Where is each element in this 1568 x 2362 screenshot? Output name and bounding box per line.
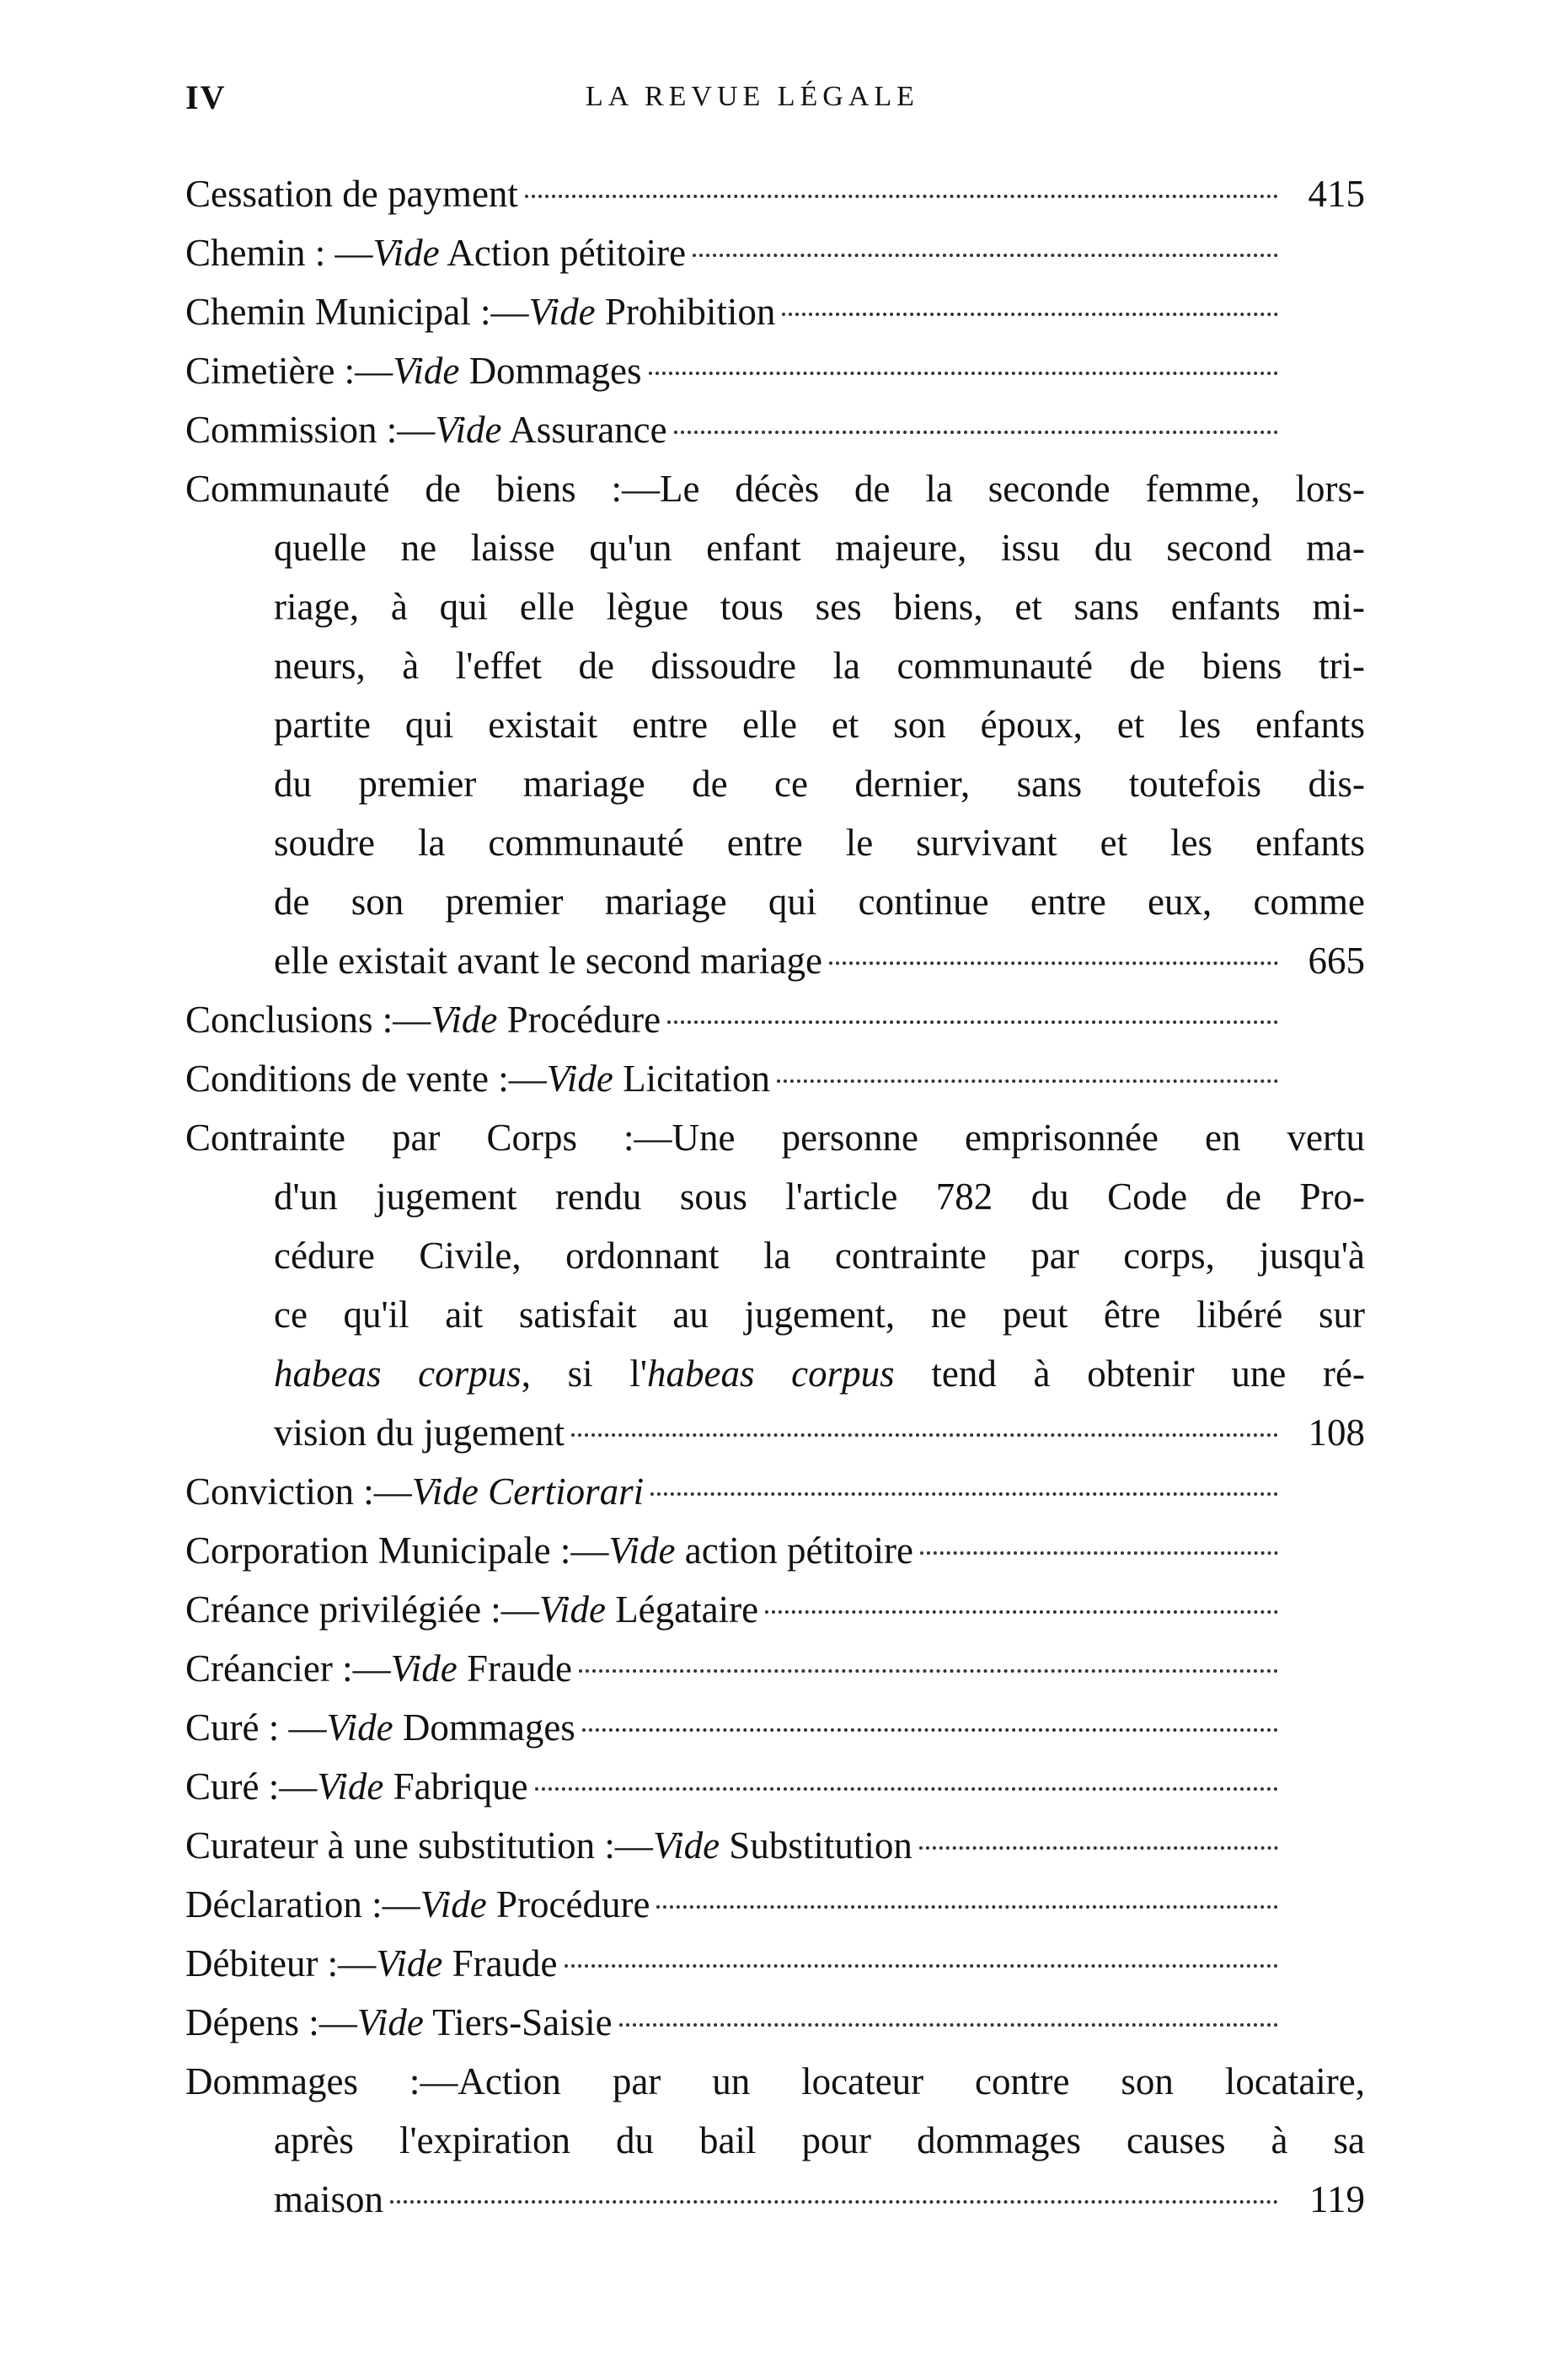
entry-line: [185, 695, 1365, 754]
entry-heading: Curé : —: [185, 1706, 327, 1749]
entry-text: [274, 931, 822, 990]
dot-leader: [582, 1728, 1278, 1732]
entry-line: [185, 1934, 1365, 1993]
entry-text: [274, 2111, 1365, 2170]
cross-reference-target: Fraude: [442, 1942, 558, 1984]
entry-heading: Dépens :—: [185, 2001, 357, 2043]
entry-heading: Déclaration :—: [185, 1883, 420, 1925]
index-entry: [185, 1698, 1365, 1757]
entry-line: [185, 164, 1365, 223]
dot-leader: [674, 431, 1278, 434]
dot-leader: [693, 254, 1278, 257]
entry-text: [274, 636, 1365, 695]
cross-reference-target: Prohibition: [595, 291, 776, 333]
entry-heading: Cimetière :—: [185, 350, 393, 392]
dot-leader: [571, 1433, 1278, 1437]
entry-line: [185, 341, 1365, 400]
entry-heading: Débiteur :—: [185, 1942, 377, 1984]
entry-line: [185, 223, 1365, 282]
page-reference: 119: [1309, 2178, 1365, 2220]
entry-line: [185, 931, 1365, 990]
entry-text-run: , si l': [521, 1352, 647, 1395]
entry-text-run: après l'expiration du bail pour dommages causes à sa: [274, 2119, 1365, 2161]
entry-text: [185, 1639, 572, 1698]
entry-line: [185, 1344, 1365, 1403]
entry-line: [185, 2170, 1365, 2229]
entry-text: [185, 1993, 613, 2052]
vide-reference: Vide: [528, 291, 596, 333]
entry-heading: Conviction :—: [185, 1470, 412, 1513]
cross-reference-target: Tiers-Saisie: [423, 2001, 613, 2043]
dot-leader: [777, 1079, 1278, 1083]
entry-text: [185, 1108, 1365, 1167]
entry-line: [185, 1403, 1365, 1462]
cross-reference-target: Assurance: [501, 409, 667, 451]
index-entry: [185, 1462, 1365, 1521]
latin-term: habeas corpus: [274, 1352, 522, 1395]
dot-leader: [579, 1669, 1278, 1673]
vide-reference: Vide: [546, 1058, 613, 1100]
entry-text: [185, 282, 775, 341]
entry-heading: Créancier :—: [185, 1647, 391, 1690]
entry-text: [185, 1875, 650, 1934]
entry-line: [185, 1757, 1365, 1816]
index-entry: [185, 1108, 1365, 1462]
cross-reference-target: Substitution: [720, 1824, 912, 1867]
page-reference: 108: [1308, 1411, 1365, 1454]
entry-heading: Curateur à une substitution :—: [185, 1824, 653, 1867]
dot-leader: [619, 2023, 1278, 2027]
entry-text-run: vision du jugement: [274, 1411, 565, 1454]
vide-reference: Vide: [420, 1883, 487, 1925]
entry-line: [185, 1285, 1365, 1344]
entry-line: [185, 1226, 1365, 1285]
entry-text: [274, 1226, 1365, 1285]
entry-line: [185, 1462, 1365, 1521]
vide-reference: Vide: [652, 1824, 720, 1867]
entry-text: [274, 1167, 1365, 1226]
vide-reference: Vide: [390, 1647, 458, 1690]
vide-reference: Vide: [431, 999, 498, 1041]
entry-heading: Commission :—: [185, 409, 436, 451]
entry-text-run: de son premier mariage qui continue entre eux, comme: [274, 881, 1365, 923]
dot-leader: [765, 1610, 1278, 1614]
vide-reference: Vide: [608, 1529, 676, 1572]
entry-heading: Créance privilégiée :—: [185, 1588, 539, 1631]
cross-reference-target: Licitation: [613, 1058, 771, 1100]
entry-text: [274, 577, 1365, 636]
entry-text: [274, 872, 1365, 931]
entry-text-run: quelle ne laisse qu'un enfant majeure, issu du second ma-: [274, 527, 1365, 569]
entry-text: [274, 1344, 1365, 1403]
entry-text: [185, 990, 661, 1049]
entry-line: [185, 1816, 1365, 1875]
index-entry: [185, 1639, 1365, 1698]
vide-reference: Vide Certiorari: [411, 1470, 645, 1513]
entry-text: [185, 164, 518, 223]
entry-text-run: riage, à qui elle lègue tous ses biens, et sans enfants mi-: [274, 586, 1365, 628]
cross-reference-target: Procédure: [497, 999, 661, 1041]
entry-text: [185, 341, 642, 400]
entry-line: [185, 1580, 1365, 1639]
entry-line: [185, 636, 1365, 695]
index-entry: [185, 164, 1365, 223]
entry-text: [185, 1816, 912, 1875]
entry-line: [185, 754, 1365, 813]
index-entry: [185, 459, 1365, 990]
cross-reference-target: action pétitoire: [675, 1529, 913, 1572]
entry-text: [185, 1580, 758, 1639]
index-entry: [185, 1816, 1365, 1875]
index-entry: [185, 1757, 1365, 1816]
vide-reference: Vide: [317, 1765, 384, 1808]
dot-leader: [649, 372, 1278, 375]
index-entry: [185, 2052, 1365, 2229]
entry-heading: Conditions de vente :—: [185, 1058, 547, 1100]
dot-leader: [920, 1551, 1278, 1555]
cross-reference-target: Fraude: [457, 1647, 572, 1690]
entry-heading: Curé :—: [185, 1765, 318, 1808]
index-entry: [185, 341, 1365, 400]
entry-line: [185, 1167, 1365, 1226]
entry-line: [185, 1993, 1365, 2052]
dot-leader: [829, 961, 1278, 965]
vide-reference: Vide: [372, 232, 440, 274]
entry-text: [274, 1403, 565, 1462]
index-entry: [185, 1580, 1365, 1639]
entry-text: [185, 400, 667, 459]
index-entry: [185, 1049, 1365, 1108]
entry-line: [185, 400, 1365, 459]
entry-text: [274, 695, 1365, 754]
dot-leader: [565, 1964, 1278, 1968]
entry-text-run: Cessation de payment: [185, 173, 518, 215]
entry-text: [185, 1698, 575, 1757]
entry-line: [185, 1049, 1365, 1108]
entry-text: [185, 1462, 644, 1521]
dot-leader: [390, 2200, 1278, 2204]
entry-text: [185, 1049, 770, 1108]
entry-text-run: elle existait avant le second mariage: [274, 940, 822, 982]
cross-reference-target: Légataire: [605, 1588, 759, 1631]
page-reference: 665: [1308, 940, 1365, 982]
entry-text: [274, 2170, 383, 2229]
entry-text: [274, 754, 1365, 813]
entry-line: [185, 282, 1365, 341]
vide-reference: Vide: [393, 350, 460, 392]
entry-heading: Chemin Municipal :—: [185, 291, 529, 333]
entry-heading: Corporation Municipale :—: [185, 1529, 609, 1572]
index-entry: [185, 990, 1365, 1049]
index-entry: [185, 400, 1365, 459]
latin-term: habeas corpus: [646, 1352, 895, 1395]
entry-line: [185, 990, 1365, 1049]
entry-text-run: tend à obtenir une ré-: [894, 1352, 1365, 1395]
entry-heading: Chemin : —: [185, 232, 373, 274]
cross-reference-target: Dommages: [393, 1706, 575, 1749]
cross-reference-target: Procédure: [486, 1883, 650, 1925]
cross-reference-target: Dommages: [459, 350, 642, 392]
entry-text-run: Contrainte par Corps :—Une personne emprisonnée en vertu: [185, 1117, 1365, 1159]
entry-line: [185, 813, 1365, 872]
dot-leader: [667, 1020, 1278, 1024]
page-header: [185, 78, 1365, 128]
cross-reference-target: Fabrique: [383, 1765, 528, 1808]
index-entry: [185, 223, 1365, 282]
vide-reference: Vide: [376, 1942, 443, 1984]
entry-text: [274, 1285, 1365, 1344]
dot-leader: [525, 195, 1278, 198]
index-entry: [185, 1875, 1365, 1934]
entry-text: [185, 1934, 558, 1993]
entry-text: [274, 813, 1365, 872]
entry-text-run: soudre la communauté entre le survivant et les enfants: [274, 822, 1365, 864]
entry-text-run: partite qui existait entre elle et son époux, et les enfants: [274, 704, 1365, 746]
entry-line: [185, 2052, 1365, 2111]
entry-text-run: d'un jugement rendu sous l'article 782 du Code de Pro-: [274, 1176, 1365, 1218]
entry-line: [185, 518, 1365, 577]
dot-leader: [535, 1787, 1278, 1791]
entry-text: [185, 1757, 528, 1816]
entry-line: [185, 872, 1365, 931]
dot-leader: [919, 1846, 1278, 1850]
entry-line: [185, 2111, 1365, 2170]
cross-reference-target: Action pétitoire: [439, 232, 687, 274]
entry-heading: Conclusions :—: [185, 999, 431, 1041]
index-entry: [185, 282, 1365, 341]
entry-line: [185, 1521, 1365, 1580]
entry-line: [185, 1698, 1365, 1757]
entry-line: [185, 1108, 1365, 1167]
entry-text-run: cédure Civile, ordonnant la contrainte par corps, jusqu'à: [274, 1235, 1365, 1277]
entry-line: [185, 459, 1365, 518]
entry-text-run: neurs, à l'effet de dissoudre la communauté de biens tri-: [274, 645, 1365, 687]
entry-line: [185, 1639, 1365, 1698]
page-reference: 415: [1308, 173, 1365, 215]
entry-line: [185, 1875, 1365, 1934]
vide-reference: Vide: [326, 1706, 393, 1749]
entry-text: [185, 2052, 1365, 2111]
dot-leader: [656, 1905, 1278, 1909]
vide-reference: Vide: [356, 2001, 424, 2043]
page-number: IV: [185, 78, 227, 116]
vide-reference: Vide: [435, 409, 502, 451]
dot-leader: [650, 1492, 1278, 1496]
entry-text: [185, 1521, 913, 1580]
entry-text-run: Dommages :—Action par un locateur contre son locataire,: [185, 2060, 1365, 2102]
index-entry: [185, 1521, 1365, 1580]
index-entry: [185, 1993, 1365, 2052]
entry-text-run: ce qu'il ait satisfait au jugement, ne peut être libéré sur: [274, 1293, 1365, 1336]
entry-text: [185, 223, 686, 282]
entry-line: [185, 577, 1365, 636]
entry-text-run: du premier mariage de ce dernier, sans toutefois dis-: [274, 763, 1365, 805]
entry-text: [185, 459, 1365, 518]
index-entries: [185, 164, 1365, 2229]
vide-reference: Vide: [538, 1588, 606, 1631]
entry-text: [274, 518, 1365, 577]
running-title: LA REVUE LÉGALE: [586, 81, 919, 112]
entry-text-run: maison: [274, 2178, 383, 2220]
entry-text-run: Communauté de biens :—Le décès de la seconde femme, lors-: [185, 468, 1365, 510]
index-entry: [185, 1934, 1365, 1993]
dot-leader: [782, 313, 1278, 316]
